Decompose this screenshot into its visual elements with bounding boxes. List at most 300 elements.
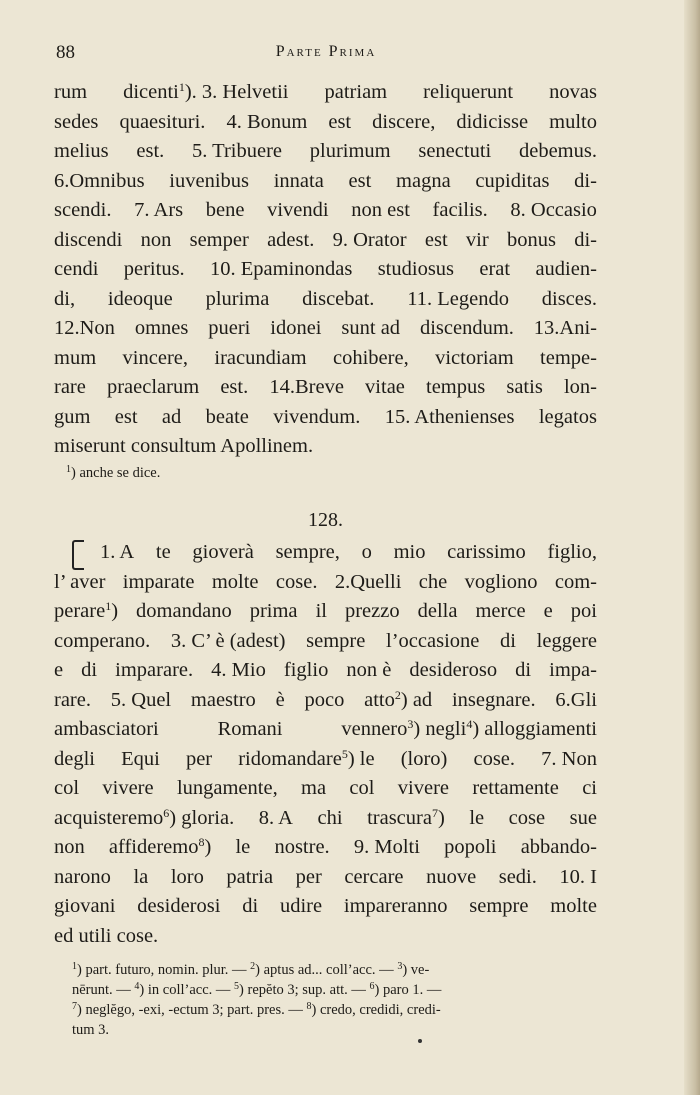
word: ) aptus ad... coll’acc. — — [255, 962, 398, 978]
word-group — [335, 568, 402, 598]
word-group — [426, 373, 485, 403]
text-line — [54, 373, 597, 403]
word-group — [270, 314, 321, 344]
footnote-marker: 2 — [250, 961, 256, 972]
word-group — [115, 403, 138, 433]
exercise-number: 128. — [308, 509, 343, 531]
word: 15. Athenienses — [384, 405, 515, 428]
word-group — [54, 627, 150, 657]
word-group — [124, 255, 185, 285]
word-group — [582, 774, 597, 804]
word: vincere, — [122, 346, 188, 369]
word-group — [325, 78, 388, 108]
word-group — [407, 285, 509, 315]
word-group — [276, 538, 340, 568]
word: vivendum. — [273, 405, 361, 428]
word-group — [108, 285, 173, 315]
word-group — [121, 745, 160, 775]
word-group — [465, 568, 538, 598]
word-group — [54, 344, 96, 374]
word-group — [435, 344, 514, 374]
word-group — [190, 226, 249, 256]
word: beate — [205, 405, 249, 428]
word: cendi — [54, 258, 99, 280]
word: pueri — [208, 317, 251, 339]
word: insegnare. — [451, 688, 536, 711]
word: sempre — [469, 895, 529, 917]
word-group — [365, 373, 405, 403]
word: dicenti — [123, 81, 179, 103]
word: trascura — [367, 806, 432, 829]
word-group — [115, 656, 193, 686]
text-line — [54, 922, 597, 952]
word-group — [301, 774, 326, 804]
word: udire — [279, 895, 323, 917]
word-group — [137, 892, 220, 922]
word: sedi. — [498, 865, 537, 888]
footnote-line — [72, 980, 597, 1000]
word-group — [418, 137, 491, 167]
footnote-marker: 7 — [72, 1001, 77, 1012]
word-group — [72, 960, 429, 980]
word: ) le — [347, 747, 375, 770]
word: ma — [301, 777, 327, 799]
word: reliquerunt — [423, 81, 514, 103]
word-group — [433, 196, 488, 226]
word: 9. Orator — [332, 228, 407, 251]
word: di — [500, 629, 516, 652]
word: ambasciatori — [54, 718, 159, 740]
word-group — [499, 863, 537, 893]
word: atto — [364, 688, 395, 711]
word: di- — [574, 228, 597, 251]
word-group — [191, 686, 256, 716]
word-group: perare1) — [54, 597, 118, 627]
word-group — [186, 745, 212, 775]
word: leggere — [536, 629, 597, 652]
word: (loro) — [400, 747, 448, 770]
word-group — [81, 656, 97, 686]
word: ) — [111, 600, 119, 622]
word: sunt ad — [341, 317, 401, 339]
word: peritus. — [123, 258, 185, 280]
word: chi — [317, 806, 343, 829]
word: rum — [54, 81, 88, 103]
word-group — [349, 774, 374, 804]
word: imparate — [122, 570, 195, 593]
word-group — [469, 892, 528, 922]
word: disces. — [541, 287, 597, 310]
word-group — [542, 285, 597, 315]
word: la — [133, 865, 149, 888]
word-group — [54, 656, 63, 686]
word-group — [212, 568, 259, 598]
word-group — [135, 314, 189, 344]
text-line — [54, 314, 597, 344]
word: giovani — [54, 895, 116, 917]
word-group — [574, 167, 597, 197]
word: molte — [211, 570, 259, 593]
word-group — [386, 627, 479, 657]
word: l’occasione — [386, 629, 480, 652]
text-line — [54, 863, 597, 893]
word-group — [521, 833, 597, 863]
word: non est — [351, 199, 410, 221]
word: bene — [205, 199, 245, 221]
word-group — [192, 137, 282, 167]
word-group — [506, 373, 542, 403]
text-line — [54, 715, 597, 745]
word: cose. — [473, 747, 516, 770]
word-group — [276, 686, 285, 716]
word: e — [54, 659, 64, 681]
word-group — [396, 167, 451, 197]
word: vitae — [365, 376, 405, 398]
text-line — [54, 226, 597, 256]
word: poi — [570, 600, 597, 622]
word: figlio, — [547, 541, 597, 563]
word-group — [206, 285, 270, 315]
word-group — [141, 226, 172, 256]
word: vir — [465, 228, 489, 251]
word-group — [72, 1000, 441, 1020]
text-line — [54, 344, 597, 374]
word-group — [54, 715, 159, 745]
word: 5. Quel — [110, 688, 172, 711]
word: 9. Molti — [353, 836, 420, 858]
footnote-marker: 1 — [66, 464, 71, 475]
word: ). 3. Helvetii — [184, 81, 289, 103]
word: ) part. futuro, nomin. plur. — — [77, 962, 251, 978]
text-line — [54, 432, 597, 462]
word: cose. — [275, 570, 318, 593]
exercise-128-footnotes — [72, 960, 597, 1040]
word: non — [140, 228, 172, 251]
word-group — [354, 833, 420, 863]
word: innata — [273, 169, 324, 192]
word-group — [537, 627, 597, 657]
footnote-line — [66, 462, 609, 484]
word: didicisse — [456, 110, 529, 133]
word-group — [171, 627, 286, 657]
exercise-127-text — [54, 78, 597, 462]
word: est — [424, 228, 448, 251]
word-group — [555, 568, 597, 598]
word: vivendi — [267, 199, 329, 221]
word: plurimum — [309, 140, 391, 162]
word-group — [302, 285, 374, 315]
word-group — [226, 863, 273, 893]
word-group — [378, 255, 454, 285]
word-group — [473, 745, 515, 775]
word: impa- — [549, 659, 597, 681]
word-group — [469, 804, 484, 834]
word: quaesituri. — [119, 110, 206, 133]
word-group — [328, 108, 351, 138]
word: merce — [475, 600, 526, 622]
word-group — [571, 597, 597, 627]
word-group — [259, 804, 293, 834]
word: est. — [136, 140, 165, 162]
word: 11. Legendo — [407, 287, 509, 310]
word-group — [54, 108, 98, 138]
word-group — [418, 597, 458, 627]
footnote-marker: 4 — [134, 981, 140, 992]
word-group — [267, 226, 314, 256]
text-line — [54, 686, 597, 716]
word-group — [156, 538, 171, 568]
word: Equi — [121, 747, 160, 770]
word: della — [417, 600, 458, 622]
word-group: vennero3) negli4) alloggiamenti — [341, 715, 597, 745]
ink-dot — [418, 1039, 422, 1043]
word: ad — [161, 405, 182, 428]
word: 13.Ani- — [533, 317, 597, 339]
word: sempre — [306, 629, 366, 652]
word: e — [543, 600, 553, 622]
text-line — [54, 196, 597, 226]
word-group — [574, 226, 597, 256]
word-group — [280, 892, 322, 922]
word: iuvenibus — [169, 169, 249, 192]
word: che — [418, 570, 448, 593]
word: vennero — [341, 718, 408, 740]
word: novas — [549, 81, 597, 103]
word: Romani — [217, 718, 283, 740]
word-group — [242, 892, 258, 922]
word: 10. Epaminondas — [210, 258, 353, 280]
word-group — [510, 196, 597, 226]
word: figlio — [283, 659, 329, 681]
word: desideroso — [409, 659, 498, 681]
word: popoli — [444, 836, 497, 858]
text-line — [54, 108, 597, 138]
word: sue — [569, 806, 597, 829]
word: 14.Breve — [269, 376, 344, 398]
word: ) alloggiamenti — [472, 718, 597, 740]
page-edge — [684, 0, 700, 1095]
word: 12.Non — [54, 317, 115, 339]
word: ridomandare — [238, 747, 342, 770]
word: ) — [204, 836, 212, 858]
footnote-marker: 3 — [397, 961, 403, 972]
word-group — [54, 78, 87, 108]
text-line — [54, 656, 597, 686]
word-group — [102, 774, 153, 804]
word: discendum. — [419, 317, 514, 339]
word-group — [274, 833, 329, 863]
word: discendi — [54, 228, 123, 251]
word: 10. I — [559, 865, 597, 888]
word: non — [54, 836, 85, 858]
word: maestro — [190, 688, 256, 711]
word-group — [210, 255, 352, 285]
word-group — [54, 373, 86, 403]
word-group — [54, 833, 85, 863]
word: melius — [54, 140, 109, 162]
word: miserunt consultum Apollinem. — [54, 435, 314, 457]
word: imparare. — [115, 659, 194, 681]
page-number: 88 — [56, 42, 75, 63]
word: patriam — [324, 81, 388, 103]
word-group — [119, 108, 205, 138]
footnote-marker: 8 — [306, 1001, 312, 1012]
word-group — [211, 656, 266, 686]
word: mio — [393, 541, 426, 563]
word: di- — [574, 169, 597, 192]
word-group — [206, 403, 249, 433]
word: tempus — [426, 376, 486, 398]
word-group — [401, 745, 448, 775]
word: 6.Gli — [555, 688, 597, 711]
word-group — [136, 597, 232, 627]
word-group — [535, 255, 596, 285]
word-group — [550, 892, 597, 922]
word-group — [362, 538, 372, 568]
word-group — [447, 538, 526, 568]
word: cose — [508, 806, 546, 829]
pencil-bracket-mark — [72, 540, 84, 570]
text-line — [54, 804, 597, 834]
word: cercare — [344, 865, 404, 888]
word-group — [54, 196, 112, 226]
word: legatos — [538, 405, 597, 428]
word-group — [123, 344, 188, 374]
footnote-marker: 5 — [234, 981, 240, 992]
word: gioverà — [192, 541, 254, 563]
word-group — [54, 686, 91, 716]
word: degli — [54, 747, 95, 770]
word: gum — [54, 405, 91, 428]
word: nuove — [426, 865, 477, 888]
word-group — [317, 804, 342, 834]
word-group — [549, 108, 597, 138]
word-group — [214, 344, 306, 374]
word: 8. Occasio — [510, 199, 597, 221]
word: affideremo — [108, 836, 199, 858]
word: ) credo, credidi, credi- — [311, 1002, 441, 1018]
word: carissimo — [447, 541, 526, 563]
word: desiderosi — [137, 895, 221, 917]
word-group — [54, 167, 145, 197]
word-group — [385, 403, 515, 433]
word-group — [72, 1020, 109, 1040]
word-group — [54, 255, 98, 285]
footnote-line — [72, 1000, 597, 1020]
footnote-line — [72, 960, 597, 980]
word-group — [344, 863, 403, 893]
word-group — [420, 314, 514, 344]
word-group — [54, 226, 122, 256]
text-line — [54, 167, 597, 197]
word: 7. Ars — [134, 199, 184, 221]
word: idonei — [270, 317, 322, 339]
word-group: dicenti1). 3. Helvetii — [123, 78, 288, 108]
word: te — [155, 541, 171, 563]
word: bonus — [506, 228, 556, 251]
word-group — [310, 137, 391, 167]
word: 4. Mio — [211, 659, 266, 681]
word: 1. A — [100, 541, 135, 563]
word: nostre. — [274, 836, 330, 858]
word: facilis. — [432, 199, 488, 221]
text-line — [54, 78, 597, 108]
word-group — [111, 686, 171, 716]
text-line — [54, 892, 597, 922]
word-group — [555, 686, 597, 716]
word: discere, — [372, 110, 436, 133]
exercise-128-text — [54, 538, 597, 951]
text-line — [54, 627, 597, 657]
word-group — [100, 538, 134, 568]
word-group — [472, 774, 559, 804]
word: multo — [549, 110, 597, 133]
word: non è — [346, 659, 392, 681]
text-line — [54, 597, 597, 627]
word: domandano — [136, 600, 232, 622]
word-group — [559, 863, 597, 893]
word: 2.Quelli — [334, 570, 402, 593]
word-group — [136, 137, 164, 167]
word-group — [296, 863, 322, 893]
word-group — [341, 314, 400, 344]
word: praeclarum — [106, 376, 200, 398]
word: ci — [582, 777, 597, 799]
word-group — [456, 108, 528, 138]
word: ) negli — [413, 718, 467, 740]
word: patria — [226, 865, 274, 888]
word: è — [275, 688, 285, 711]
word: studiosus — [377, 258, 455, 280]
word: col — [349, 777, 375, 799]
word: col — [54, 777, 80, 799]
word: audien- — [535, 258, 597, 280]
text-line — [54, 403, 597, 433]
word: vogliono — [464, 570, 538, 593]
word-group — [284, 656, 328, 686]
word: ) paro 1. — — [374, 982, 442, 998]
word: per — [185, 747, 213, 770]
word: ) ad — [400, 688, 433, 711]
word-group — [208, 314, 250, 344]
word: ) ve- — [402, 962, 430, 978]
word-group — [306, 627, 365, 657]
word-group — [218, 715, 283, 745]
word: omnes — [134, 317, 189, 339]
word-group — [452, 686, 536, 716]
footnote-marker: 1 — [72, 961, 77, 972]
word-group — [316, 597, 327, 627]
word-group — [475, 597, 525, 627]
word: abbando- — [520, 836, 597, 858]
word-group — [54, 863, 111, 893]
word-group — [346, 656, 391, 686]
word-group: atto2) ad — [364, 686, 432, 716]
word-group — [479, 255, 510, 285]
word: lon- — [563, 376, 597, 398]
word-group — [235, 833, 250, 863]
text-line — [54, 255, 597, 285]
word: di, — [54, 287, 76, 310]
word: 4. Bonum — [226, 110, 308, 133]
word-group — [250, 597, 298, 627]
word: sempre, — [275, 541, 340, 563]
word: ed utili cose. — [54, 924, 159, 947]
word: est — [328, 110, 352, 133]
word: plurima — [205, 287, 270, 310]
word: loro — [170, 865, 204, 888]
word-group — [423, 78, 513, 108]
